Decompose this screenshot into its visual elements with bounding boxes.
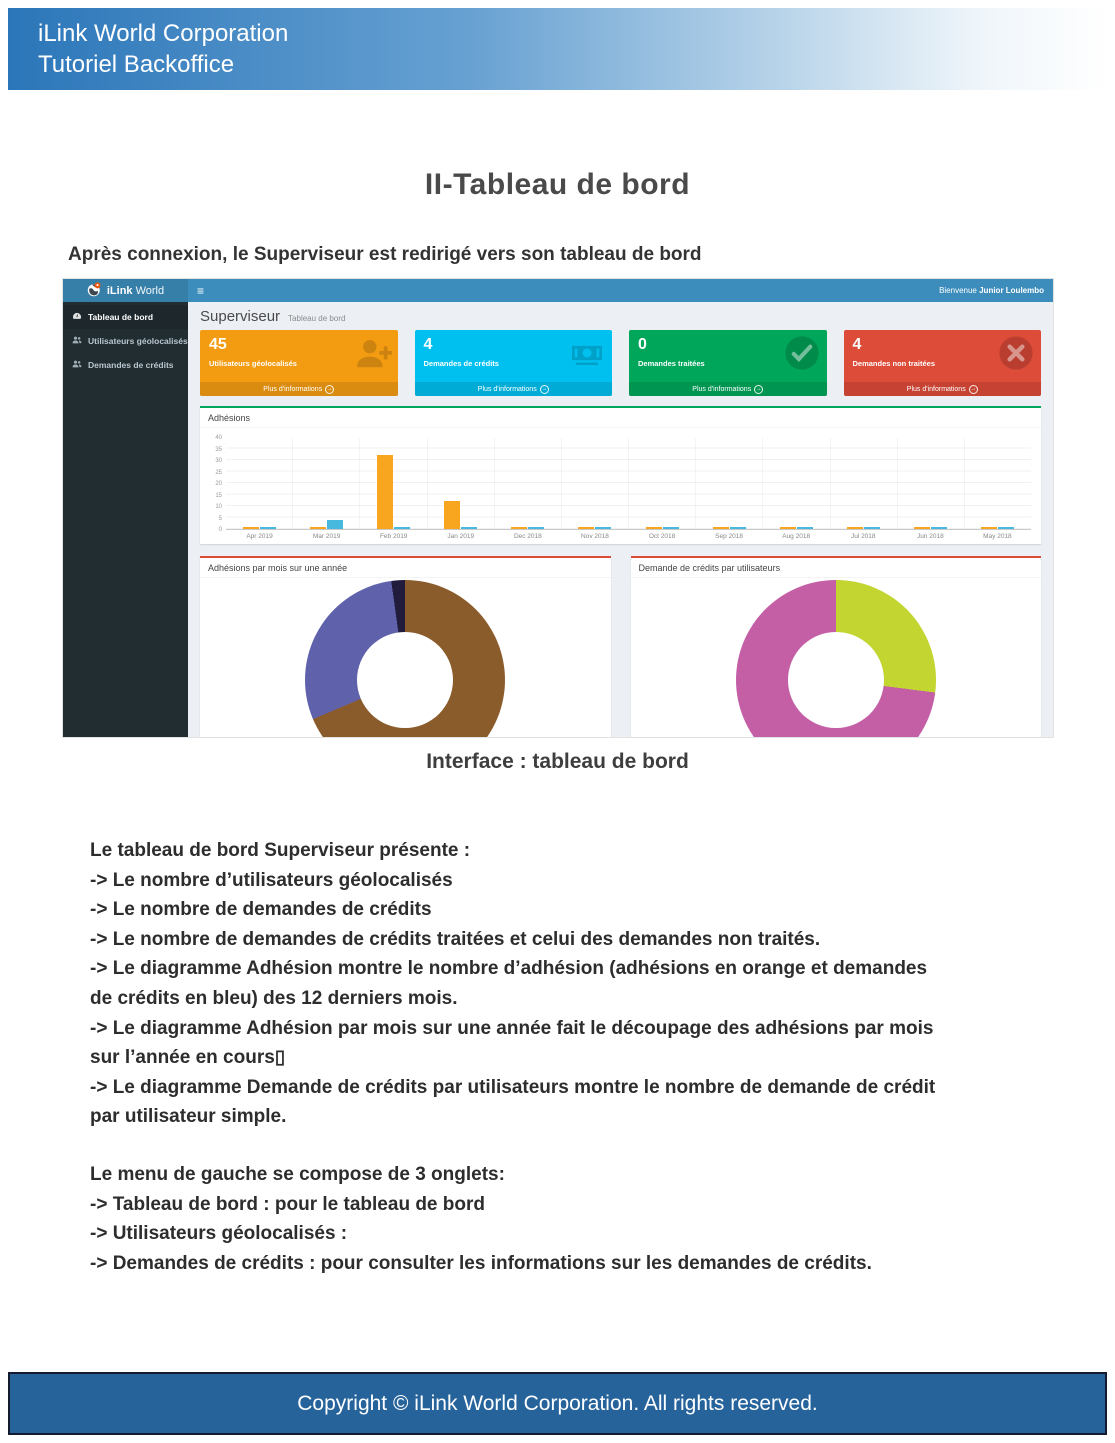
arrow-circle-icon: →: [755, 385, 762, 392]
sidebar-item-label: Demandes de crédits: [88, 360, 174, 370]
x-tick: Oct 2018: [648, 533, 676, 540]
body-line: -> Le nombre d’utilisateurs géolocalisés: [90, 869, 453, 891]
bar: [730, 527, 746, 529]
bar: [914, 527, 930, 529]
main-content: [188, 302, 1053, 737]
stat-value: 0: [638, 336, 647, 353]
y-tick: 35: [215, 446, 222, 453]
x-tick: Jul 2018: [850, 533, 876, 540]
bar-group: [898, 438, 965, 529]
body-line: -> Le nombre de demandes de crédits: [90, 899, 432, 921]
x-axis-labels: [226, 533, 1031, 540]
bar-group: [763, 438, 830, 529]
donut-box-adhesions-par-mois: [200, 556, 611, 737]
bar: [595, 527, 611, 529]
content-header: [200, 308, 1041, 324]
stat-label: Demandes non traitées: [852, 359, 936, 368]
x-tick: May 2018: [983, 533, 1012, 540]
body-line: -> Utilisateurs géolocalisés :: [90, 1223, 348, 1245]
x-tick: Dec 2018: [513, 533, 542, 540]
money-icon: [568, 334, 606, 372]
users-icon: [72, 335, 82, 347]
bar: [260, 527, 276, 529]
intro-text: Après connexion, le Superviseur est redirigé vers son tableau de bord: [68, 244, 702, 265]
stat-card-demandes-trait-es: [629, 330, 827, 396]
donut-chart-adhesions-par-mois: [305, 580, 505, 737]
x-tick: Sep 2018: [715, 533, 743, 540]
banner-line2: Tutoriel Backoffice: [38, 51, 235, 78]
body-line: sur l’année en cours▯: [90, 1047, 286, 1069]
x-tick: Mar 2019: [312, 533, 341, 540]
bar: [981, 527, 997, 529]
bar-group: [629, 438, 696, 529]
globe-icon: [87, 282, 102, 300]
x-tick: Jun 2018: [916, 533, 944, 540]
page-heading: Superviseur: [200, 308, 281, 325]
sidebar-item-utilisateurs-g-olocalis-s[interactable]: [63, 329, 188, 353]
bar: [578, 527, 594, 529]
bar-group: [965, 438, 1031, 529]
y-tick: 25: [215, 469, 222, 476]
dashboard-icon: [72, 311, 82, 323]
body-paragraph-2: [90, 1160, 872, 1278]
sidebar-item-demandes-de-cr-dits[interactable]: [63, 353, 188, 377]
stat-value: 4: [423, 336, 433, 353]
bar-group: [562, 438, 629, 529]
bar: [713, 527, 729, 529]
bar-group: [293, 438, 360, 529]
dashboard-screenshot: [63, 279, 1053, 737]
user-plus-icon: [354, 334, 392, 372]
sidebar: [63, 302, 188, 737]
body-line: Le tableau de bord Superviseur présente :: [90, 840, 471, 861]
page-subheading: Tableau de bord: [288, 314, 346, 323]
sidebar-item-label: Utilisateurs géolocalisés: [88, 336, 188, 346]
donut-box-title: Demande de crédits par utilisateurs: [631, 558, 1042, 578]
bar: [998, 527, 1014, 529]
brand-text: iLink World: [106, 284, 165, 297]
stat-label: Demandes de crédits: [423, 359, 499, 368]
stat-label: Utilisateurs géolocalisés: [209, 359, 297, 368]
donut-chart-demandes-credits: [736, 580, 936, 737]
check-circle-icon: [783, 334, 821, 372]
y-tick: 5: [218, 515, 222, 522]
bar: [461, 527, 477, 529]
bar: [864, 527, 880, 529]
arrow-circle-icon: →: [326, 385, 333, 392]
bar-chart: [200, 428, 1041, 544]
body-line: par utilisateur simple.: [90, 1106, 287, 1128]
bar-group: [831, 438, 898, 529]
stat-cards: [200, 330, 1041, 396]
bar: [663, 527, 679, 529]
donut-box-title: Adhésions par mois sur une année: [200, 558, 611, 578]
arrow-circle-icon: →: [970, 385, 977, 392]
x-tick: Feb 2019: [379, 533, 408, 540]
stat-card-demandes-de-cr-dits: [415, 330, 613, 396]
stat-value: 4: [852, 336, 862, 353]
bar: [797, 527, 813, 529]
donut-box-demandes-credits: [631, 556, 1042, 737]
banner-line1: iLink World Corporation: [38, 20, 289, 47]
card-more-info-link[interactable]: [844, 382, 1042, 396]
bar: [646, 527, 662, 529]
body-line: Le menu de gauche se compose de 3 onglets:: [90, 1164, 505, 1185]
bar: [394, 527, 410, 529]
stat-value: 45: [209, 336, 227, 353]
bar: [310, 527, 326, 529]
card-more-info-link[interactable]: [415, 382, 613, 396]
sidebar-item-label: Tableau de bord: [88, 312, 154, 322]
x-tick: Nov 2018: [581, 533, 609, 540]
card-more-info-link[interactable]: [629, 382, 827, 396]
y-tick: 0: [218, 527, 222, 533]
stat-card-demandes-non-trait-es: [844, 330, 1042, 396]
bar: [327, 520, 343, 529]
x-tick: Jan 2019: [447, 533, 475, 540]
body-line: -> Le diagramme Adhésion par mois sur une année fait le découpage des adhésions par mois: [90, 1017, 934, 1039]
more-info-label: Plus d'informations: [692, 385, 752, 393]
welcome-text[interactable]: Bienvenue Junior Loulembo: [939, 286, 1044, 295]
menu-toggle-icon[interactable]: ≡: [197, 283, 205, 298]
x-tick: Apr 2019: [246, 533, 273, 540]
body-line: -> Tableau de bord : pour le tableau de bord: [90, 1193, 485, 1215]
bar-group: [495, 438, 562, 529]
bar-group: [360, 438, 427, 529]
document-header: [8, 8, 1107, 90]
copyright-text: Copyright © iLink World Corporation. All rights reserved.: [297, 1391, 818, 1415]
users-icon: [72, 359, 82, 371]
card-more-info-link[interactable]: [200, 382, 398, 396]
bar: [444, 501, 460, 529]
bar-plot-area: [226, 438, 1031, 530]
app-logo[interactable]: [63, 279, 188, 302]
body-line: -> Le diagramme Adhésion montre le nombre d’adhésion (adhésions en orange et demandes: [90, 958, 928, 980]
bar-group: [428, 438, 495, 529]
sidebar-item-tableau-de-bord[interactable]: [63, 305, 188, 329]
top-navbar: [63, 279, 1053, 302]
bar: [931, 527, 947, 529]
bar: [847, 527, 863, 529]
x-tick: Aug 2018: [782, 533, 811, 540]
more-info-label: Plus d'informations: [477, 385, 537, 393]
bar: [377, 455, 393, 529]
bar-group: [696, 438, 763, 529]
chart-box-title: Adhésions: [200, 408, 1041, 428]
y-tick: 30: [215, 458, 222, 464]
donut-charts-row: [200, 556, 1041, 737]
y-tick: 10: [215, 504, 222, 510]
adhesions-chart-box: [200, 406, 1041, 544]
times-circle-icon: [997, 334, 1035, 372]
body-line: -> Le nombre de demandes de crédits traitées et celui des demandes non traités.: [90, 928, 821, 950]
bar-group: [226, 438, 293, 529]
stat-label: Demandes traitées: [638, 359, 705, 368]
more-info-label: Plus d'informations: [263, 385, 323, 393]
stat-card-utilisateurs-g-olocalis-s: [200, 330, 398, 396]
bar: [511, 527, 527, 529]
y-tick: 40: [215, 435, 222, 441]
bar: [780, 527, 796, 529]
body-line: -> Demandes de crédits : pour consulter les informations sur les demandes de crédits.: [90, 1252, 872, 1274]
figure-caption: Interface : tableau de bord: [426, 750, 689, 773]
bar: [528, 527, 544, 529]
body-line: -> Le diagramme Demande de crédits par utilisateurs montre le nombre de demande de crédit: [90, 1076, 936, 1098]
page-title: II-Tableau de bord: [424, 168, 691, 201]
bar: [243, 527, 259, 529]
document-footer: [8, 1372, 1107, 1435]
y-tick: 15: [215, 492, 222, 499]
body-paragraph-1: [90, 836, 935, 1132]
more-info-label: Plus d'informations: [906, 385, 966, 393]
body-line: de crédits en bleu) des 12 derniers mois.: [90, 987, 458, 1009]
arrow-circle-icon: →: [541, 385, 548, 392]
y-tick: 20: [215, 481, 222, 487]
y-axis-labels: [206, 435, 226, 533]
navbar-right: [188, 279, 1053, 302]
